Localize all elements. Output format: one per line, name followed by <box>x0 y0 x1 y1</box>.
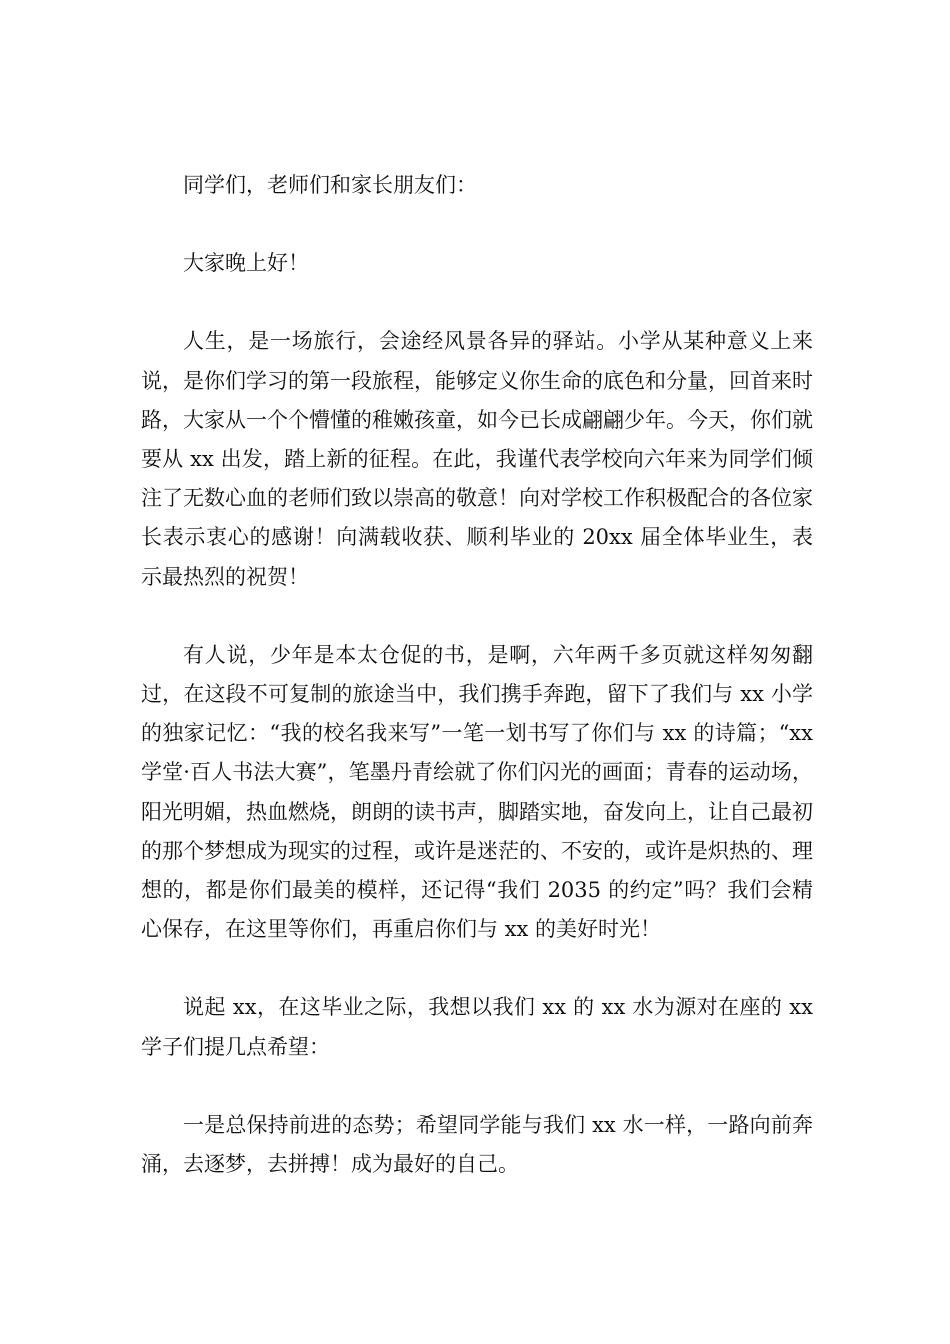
document-body <box>141 166 813 1223</box>
salutation: 同学们，老师们和家长朋友们： <box>183 173 477 197</box>
paragraph-journey: 人生，是一场旅行，会途经风景各异的驿站。小学从某种意义上来说，是你们学习的第一段旅程，能够定义你生命的底色和分量，回首来时路，大家从一个个懵懂的稚嫩孩童，如今已长成翩翩少年。今天，你们就要从 xx 出发，踏上新的征程。在此，我谨代表学校向六年来为同学们倾注了无数心血的老师们致以崇高的敬意！向对学校工作积极配合的各位家长表示衷心的感谢！向满载收获、顺利毕业的 20xx 届全体毕业生，表示最热烈的祝贺！ <box>141 329 813 589</box>
greeting: 大家晚上好！ <box>183 251 309 276</box>
paragraph-hopes-intro: 说起 xx，在这毕业之际，我想以我们 xx 的 xx 水为源对在座的 xx 学子们提几点希望： <box>141 995 813 1059</box>
paragraph-hope-one: 一是总保持前进的态势；希望同学能与我们 xx 水一样，一路向前奔涌，去逐梦，去拼搏！成为最好的自己。 <box>141 1112 813 1177</box>
paragraph-memories: 有人说，少年是本太仓促的书，是啊，六年两千多页就这样匆匆翻过，在这段不可复制的旅途当中，我们携手奔跑，留下了我们与 xx 小学的独家记忆：“我的校名我来写”一笔一划书写了你们与 xx 的诗篇；“xx 学堂·百人书法大赛”，笔墨丹青绘就了你们闪光的画面；青春的运动场，阳光明媚，热血燃烧，朗朗的读书声，脚踏实地，奋发向上，让自己最初的那个梦想成为现实的过程，或许是迷茫的、不安的，或许是炽热的、理想的，都是你们最美的模样，还记得“我们 2035 的约定”吗？我们会精心保存，在这里等你们，再重启你们与 xx 的美好时光！ <box>141 642 813 942</box>
